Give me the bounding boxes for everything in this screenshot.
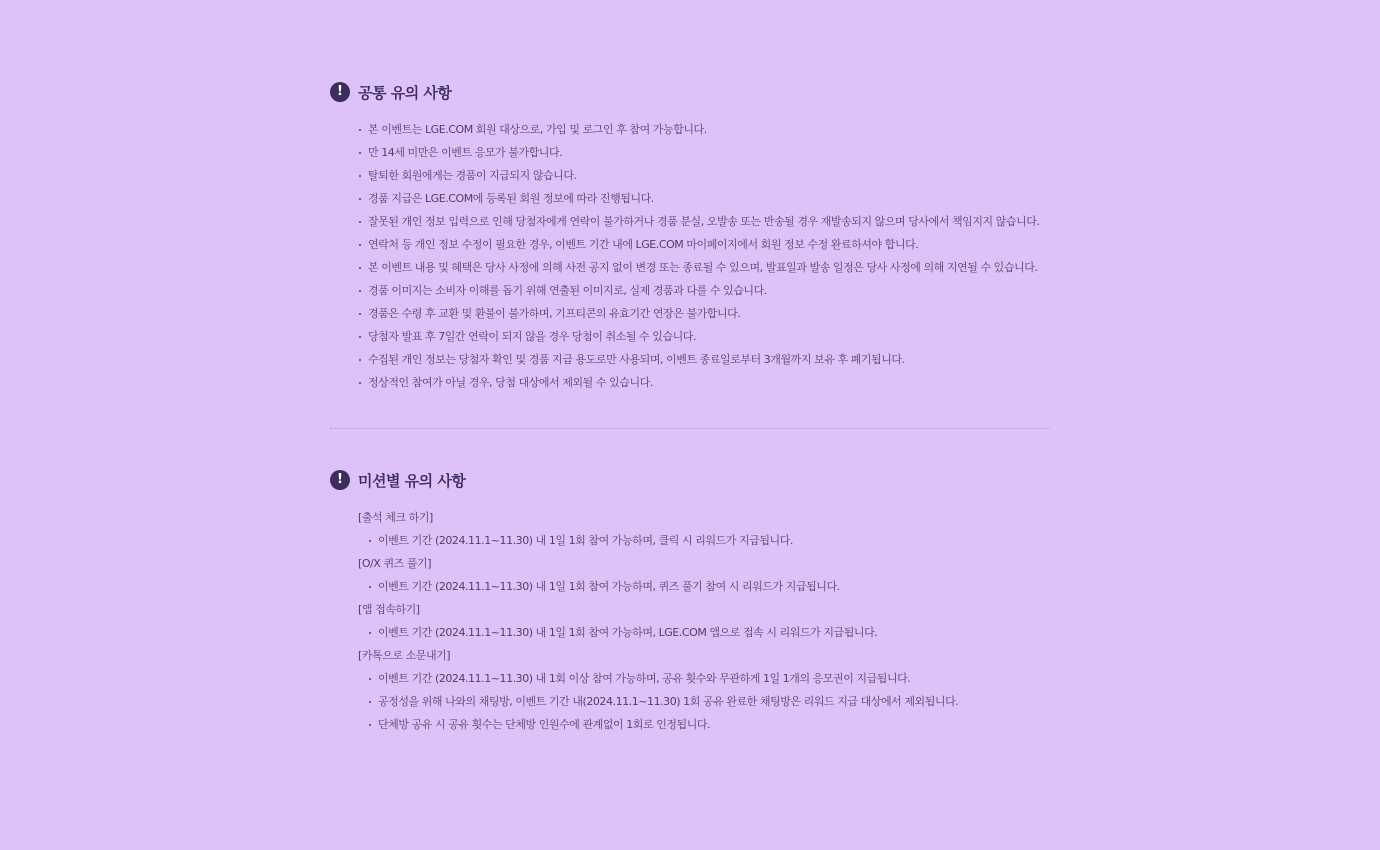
mission-group-ox-quiz: [358, 552, 1050, 598]
list-item: 이벤트 기간 (2024.11.1~11.30) 내 1일 1회 참여 가능하며, 클릭 시 리워드가 지급됩니다.: [368, 529, 1050, 552]
list-item: 만 14세 미만은 이벤트 응모가 불가합니다.: [358, 141, 1050, 164]
mission-notice-section: [330, 468, 1050, 736]
mission-item-list: [358, 667, 1050, 736]
common-notice-section: [330, 80, 1050, 394]
mission-heading: [출석 체크 하기]: [358, 511, 433, 524]
list-item: 정상적인 참여가 아닐 경우, 당첨 대상에서 제외될 수 있습니다.: [358, 371, 1050, 394]
list-item: 이벤트 기간 (2024.11.1~11.30) 내 1일 1회 참여 가능하며, LGE.COM 앱으로 접속 시 리워드가 지급됩니다.: [368, 621, 1050, 644]
list-item: 이벤트 기간 (2024.11.1~11.30) 내 1회 이상 참여 가능하며, 공유 횟수와 무관하게 1일 1개의 응모권이 지급됩니다.: [368, 667, 1050, 690]
mission-group-attendance: [358, 506, 1050, 552]
mission-heading: [카톡으로 소문내기]: [358, 649, 451, 662]
common-notice-title: 공통 유의 사항: [358, 83, 452, 102]
exclamation-icon: !: [330, 82, 350, 102]
mission-notice-title: 미션별 유의 사항: [358, 471, 466, 490]
common-notice-header: [330, 80, 1050, 104]
list-item: 잘못된 개인 정보 입력으로 인해 당첨자에게 연락이 불가하거나 경품 분실, 오발송 또는 반송될 경우 재발송되지 않으며 당사에서 책임지지 않습니다.: [358, 210, 1050, 233]
exclamation-icon: !: [330, 470, 350, 490]
mission-groups: [330, 506, 1050, 736]
mission-group-app-visit: [358, 598, 1050, 644]
common-notice-list: [330, 118, 1050, 394]
list-item: 탈퇴한 회원에게는 경품이 지급되지 않습니다.: [358, 164, 1050, 187]
list-item: 당첨자 발표 후 7일간 연락이 되지 않을 경우 당첨이 취소될 수 있습니다.: [358, 325, 1050, 348]
mission-heading: [O/X 퀴즈 풀기]: [358, 557, 432, 570]
list-item: 단체방 공유 시 공유 횟수는 단체방 인원수에 관계없이 1회로 인정됩니다.: [368, 713, 1050, 736]
list-item: 공정성을 위해 나와의 채팅방, 이벤트 기간 내(2024.11.1~11.30) 1회 공유 완료한 채팅방은 리워드 지급 대상에서 제외됩니다.: [368, 690, 1050, 713]
section-divider: [330, 428, 1050, 429]
list-item: 연락처 등 개인 정보 수정이 필요한 경우, 이벤트 기간 내에 LGE.COM 마이페이지에서 회원 정보 수정 완료하셔야 합니다.: [358, 233, 1050, 256]
mission-group-kakao-share: [358, 644, 1050, 736]
mission-notice-header: [330, 468, 1050, 492]
list-item: 경품 이미지는 소비자 이해를 돕기 위해 연출된 이미지로, 실제 경품과 다를 수 있습니다.: [358, 279, 1050, 302]
mission-item-list: [358, 621, 1050, 644]
list-item: 본 이벤트 내용 및 혜택은 당사 사정에 의해 사전 공지 없이 변경 또는 종료될 수 있으며, 발표일과 발송 일정은 당사 사정에 의해 지연될 수 있습니다.: [358, 256, 1050, 279]
list-item: 이벤트 기간 (2024.11.1~11.30) 내 1일 1회 참여 가능하며, 퀴즈 풀기 참여 시 리워드가 지급됩니다.: [368, 575, 1050, 598]
mission-heading: [앱 접속하기]: [358, 603, 420, 616]
list-item: 수집된 개인 정보는 당첨자 확인 및 경품 지급 용도로만 사용되며, 이벤트 종료일로부터 3개월까지 보유 후 폐기됩니다.: [358, 348, 1050, 371]
mission-item-list: [358, 575, 1050, 598]
list-item: 본 이벤트는 LGE.COM 회원 대상으로, 가입 및 로그인 후 참여 가능합니다.: [358, 118, 1050, 141]
mission-item-list: [358, 529, 1050, 552]
list-item: 경품 지급은 LGE.COM에 등록된 회원 정보에 따라 진행됩니다.: [358, 187, 1050, 210]
list-item: 경품은 수령 후 교환 및 환불이 불가하며, 기프티콘의 유효기간 연장은 불가합니다.: [358, 302, 1050, 325]
